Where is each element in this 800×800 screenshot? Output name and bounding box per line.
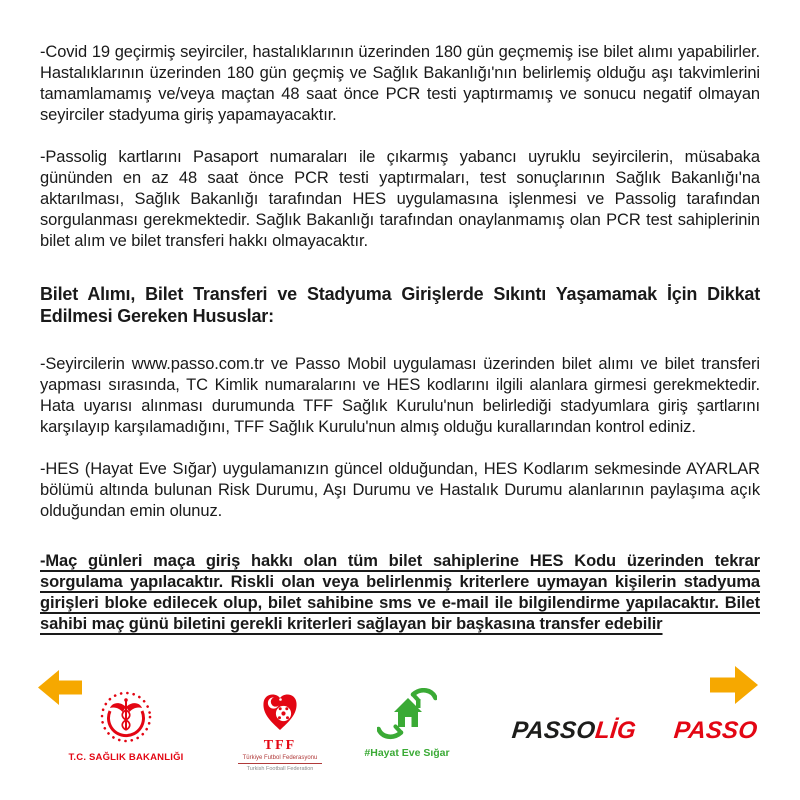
tff-name-turkish: Türkiye Futbol Federasyonu <box>242 755 318 761</box>
paragraph-hes-app: -HES (Hayat Eve Sığar) uygulamanızın güncel olduğundan, HES Kodlarım sekmesinde AYARLAR bölümü altında bulunan Risk Durumu, Aşı Durumu ve Hastalık Durumu alanlarının paylaşıma açık olduğundan emin olunuz. <box>40 460 760 520</box>
tff-logo <box>230 692 330 772</box>
passo-logo <box>674 717 757 745</box>
arrow-right-icon <box>710 691 758 708</box>
passo-text: PASSO <box>672 717 759 744</box>
tff-abbr-label: TFF <box>263 738 297 753</box>
logo-footer <box>0 660 800 800</box>
passolig-wordmark <box>511 717 638 745</box>
passo-wordmark <box>673 717 759 745</box>
tff-name-english: Turkish Football Federation <box>246 766 314 772</box>
paragraph-matchday-check: -Maç günleri maça giriş hakkı olan tüm bilet sahiplerine HES Kodu üzerinden tekrar sorgulama yapılacaktır. Riskli olan veya belirlenmiş kriterlere uymayan kişilerin stadyuma girişleri bloke edilecek olup, bilet sahibine sms ve e-mail ile bilgilendirme yapılacaktır. Bilet sahibi maç günü biletini gerekli kriterleri sağlayan bir başkasına transfer edebilir <box>40 552 760 633</box>
caduceus-emblem-icon <box>99 731 153 748</box>
passolig-logo <box>512 717 636 745</box>
section-heading: Bilet Alımı, Bilet Transferi ve Stadyuma Girişlerde Sıkıntı Yaşamamak İçin Dikkat Edilmesi Gereken Hususlar: <box>40 284 760 326</box>
saglik-bakanligi-logo <box>66 690 186 763</box>
passolig-text-black: PASSO <box>510 717 597 744</box>
body-text <box>40 42 760 635</box>
saglik-bakanligi-label: T.C. SAĞLIK BAKANLIĞI <box>68 752 184 763</box>
house-in-hands-icon <box>377 727 437 744</box>
passolig-text-red: LİG <box>593 717 638 744</box>
tff-divider <box>238 763 322 764</box>
hayat-eve-sigar-logo <box>352 688 462 759</box>
paragraph-foreign-supporters: -Passolig kartlarını Pasaport numaraları ile çıkarmış yabancı uyruklu seyircilerin, müsabaka gününden en az 48 saat önce PCR testi yaptırmaları, test sonuçlarının Sağlık Bakanlığı'na aktarılması, Sağlık Bakanlığı tarafından HES uygulamasına işlenmesi ve Passolig tarafından sorgulanması gerekmektedir. Sağlık Bakanlığı tarafından onaylanmamış olan PCR test sahiplerinin bilet alım ve bilet transferi hakkı olmayacaktır. <box>40 148 760 250</box>
tff-crest-icon <box>260 719 300 736</box>
next-slide-button[interactable] <box>710 666 758 709</box>
paragraph-covid-rule: -Covid 19 geçirmiş seyirciler, hastalıklarının üzerinden 180 gün geçmemiş ise bilet alımı yapabilirler. Hastalıklarının üzerinden 180 gün geçmiş ve Sağlık Bakanlığı'nın belirlemiş olduğu aşı takvimlerini tamamlamamış ve/veya maçtan 48 saat önce PCR testi yaptırmamış ve sonucu negatif olmayan seyirciler stadyuma giriş yapamayacaktır. <box>40 43 760 124</box>
paragraph-passo-app: -Seyircilerin www.passo.com.tr ve Passo Mobil uygulaması üzerinden bilet alımı ve bilet transferi yapması sırasında, TC Kimlik numaralarını ve HES kodlarını ilgili alanlara girmesi gerekmektedir. Hata uyarısı alınması durumunda TFF Sağlık Kurulu'nun belirlediği stadyumlara giriş şartlarını karşılayıp karşılamadığını, TFF Sağlık Kurulu'nun almış olduğu kurallarından kontrol ediniz. <box>40 355 760 436</box>
hayat-eve-sigar-label: #Hayat Eve Sığar <box>364 747 450 759</box>
